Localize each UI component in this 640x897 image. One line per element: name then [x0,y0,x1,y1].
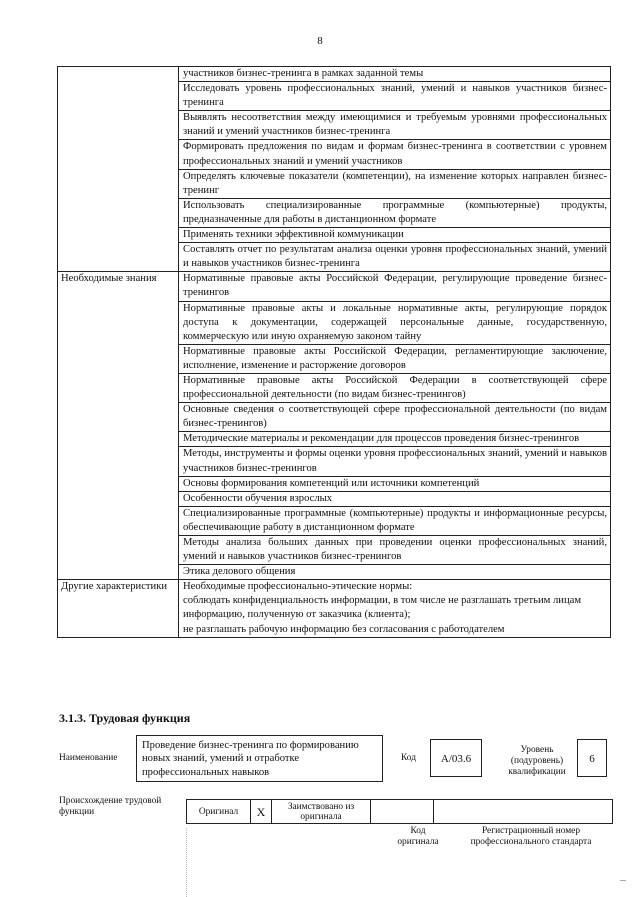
other-characteristic-line: соблюдать конфиденциальность информации, в том числе не разглашать третьим лицам информацию, полученную от заказчика (клиента); [183,595,582,621]
knowledge-item: Основы формирования компетенций или источники компетенций [179,476,611,491]
origin-borrowed-cell: Заимствовано из оригинала [272,800,371,824]
knowledge-item: Основные сведения о соответствующей сфере профессиональной деятельности (по видам бизнес-тренингов) [179,403,611,432]
level-label: Уровень (подуровень) квалификации [508,745,566,777]
knowledge-item: Нормативные правовые акты Российской Федерации, регулирующие проведение бизнес-тренингов [179,272,611,301]
skill-item: Применять техники эффективной коммуникации [179,228,611,243]
knowledge-item: Особенности обучения взрослых [179,491,611,506]
page-number: 8 [317,35,323,47]
origin-label: Происхождение трудовой функции [59,796,162,817]
knowledge-item: Методические материалы и рекомендации для процессов проведения бизнес-тренингов [179,432,611,447]
margin-line [186,828,187,897]
qualification-level-box: 6 [577,739,607,777]
knowledge-item: Нормативные правовые акты и локальные нормативные акты, регулирующие порядок доступа к документации, содержащей персональные данные, государственную, коммерческую или иную охраняемую законом тайну [179,301,611,344]
code-label: Код [401,753,416,763]
knowledge-item: Специализированные программные (компьютерные) продукты и информационные ресурсы, обеспечивающие работу в дистанционном формате [179,506,611,535]
knowledge-label: Необходимые знания [58,272,179,580]
table-row [58,67,611,82]
caption-code-original: Код оригинала [397,826,439,847]
knowledge-item: Нормативные правовые акты Российской Федерации, регламентирующие заключение, исполнение, изменение и расторжение договоров [179,344,611,373]
skill-item: Определять ключевые показатели (компетенции), на изменение которых направлен бизнес-тренинг [179,169,611,198]
origin-original-cell: Оригинал [187,800,251,824]
other-characteristic-line: не разглашать рабочую информацию без согласования с работодателем [183,623,505,635]
skill-item: участников бизнес-тренинга в рамках заданной темы [179,67,611,82]
margin-tick [620,880,626,881]
table-row [58,580,611,637]
skills-label-cell [58,67,179,272]
origin-table [186,799,613,824]
skill-item: Формировать предложения по видам и формам бизнес-тренинга в соответствии с уровнем профессиональных знаний и умений участников [179,140,611,169]
origin-reg-cell [434,800,613,824]
origin-code-cell [371,800,434,824]
other-characteristic-line: Необходимые профессионально-этические нормы: [183,581,413,593]
knowledge-item: Методы, инструменты и формы оценки уровня профессиональных знаний, умений и навыков участников бизнес-тренингов [179,447,611,476]
origin-mark-cell: X [251,800,272,824]
knowledge-item: Этика делового общения [179,565,611,580]
knowledge-item: Нормативные правовые акты Российской Федерации в соответствующей сфере профессиональной деятельности (по видам бизнес-тренингов) [179,373,611,402]
knowledge-item: Методы анализа больших данных при проведении оценки профессиональных знаний, умений и навыков участников бизнес-тренингов [179,536,611,565]
skill-item: Выявлять несоответствия между имеющимися и требуемым уровнями профессиональных знаний и умений участников бизнес-тренинга [179,111,611,140]
competency-table [57,66,611,638]
name-label: Наименование [59,753,118,763]
skill-item: Составлять отчет по результатам анализа оценки уровня профессиональных знаний, умений и навыков участников бизнес-тренинга [179,243,611,272]
section-title: 3.1.3. Трудовая функция [59,711,191,725]
function-code-box: A/03.6 [430,739,482,777]
other-label: Другие характеристики [58,580,179,637]
competency-table-body [58,67,611,638]
caption-registration-number: Регистрационный номер профессионального стандарта [470,826,592,847]
skill-item: Исследовать уровень профессиональных знаний, умений и навыков участников бизнес-тренинга [179,82,611,111]
other-characteristics-cell [179,580,611,637]
skill-item: Использовать специализированные программные (компьютерные) продукты, предназначенные для работы в дистанционном формате [179,198,611,227]
function-name-box: Проведение бизнес-тренинга по формированию новых знаний, умений и отработке профессиональных навыков [136,735,383,782]
table-row [58,272,611,301]
